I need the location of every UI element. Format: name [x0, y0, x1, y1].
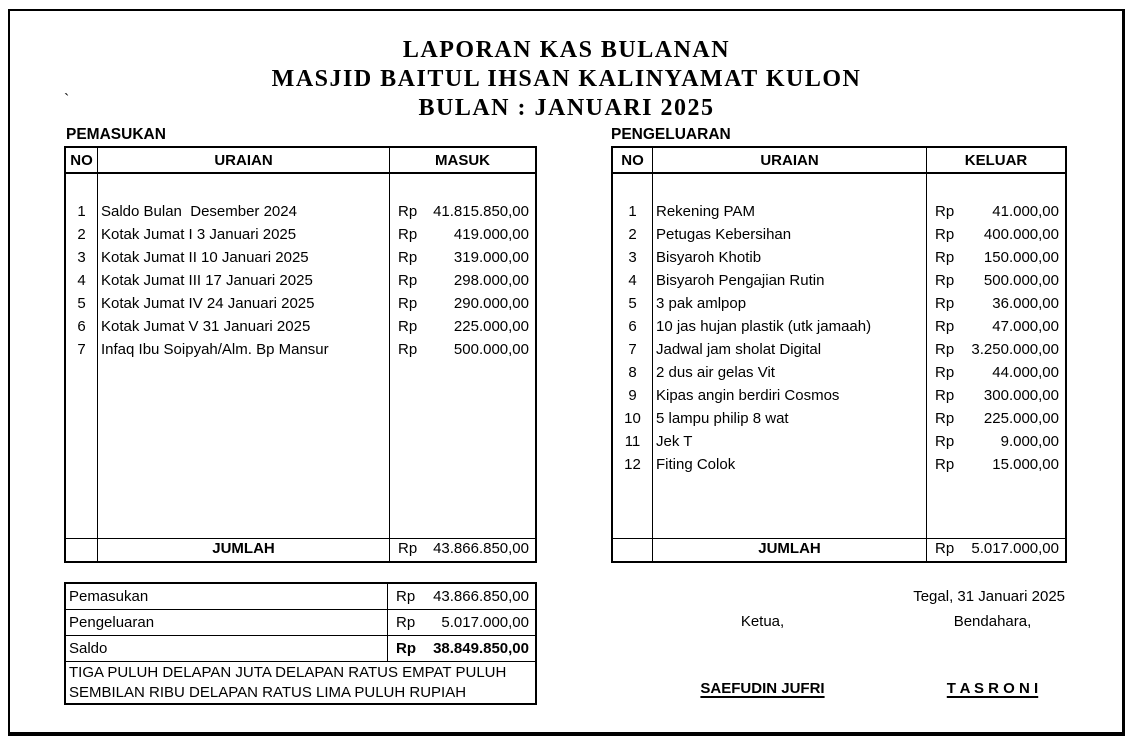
currency-label: Rp: [935, 249, 955, 266]
expense-row-desc: Jek T: [656, 433, 693, 450]
currency-label: Rp: [398, 272, 418, 289]
expense-row-amount: [927, 246, 1065, 269]
amount-value: 300.000,00: [983, 387, 1059, 404]
expense-row-no: 3: [628, 249, 637, 266]
amount-value: 38.849.850,00: [433, 640, 529, 657]
expense-row-no: 9: [628, 387, 637, 404]
income-row-amount: [390, 338, 535, 361]
income-row-amount: [390, 246, 535, 269]
income-row-desc: Infaq Ibu Soipyah/Alm. Bp Mansur: [101, 341, 329, 358]
income-table-header: [66, 148, 535, 174]
amount-value: 400.000,00: [983, 226, 1059, 243]
amount-value: 150.000,00: [983, 249, 1059, 266]
income-row-no: 1: [77, 203, 86, 220]
currency-label: Rp: [398, 226, 418, 243]
income-no-column: [66, 174, 98, 538]
currency-label: Rp: [935, 433, 955, 450]
amount-value: 225.000,00: [983, 410, 1059, 427]
expense-row-amount: [927, 223, 1065, 246]
expense-total-label: JUMLAH: [653, 539, 927, 561]
amount-value: 15.000,00: [992, 456, 1059, 473]
expense-row-amount: [927, 338, 1065, 361]
currency-label: Rp: [398, 249, 418, 266]
expense-row-amount: [927, 361, 1065, 384]
currency-label: Rp: [935, 295, 955, 312]
expense-row-no: 12: [624, 456, 641, 473]
expense-total-row: [613, 539, 1065, 561]
expense-row-desc: Petugas Kebersihan: [656, 226, 792, 243]
income-row-no: 2: [77, 226, 86, 243]
expense-total-amount: [927, 539, 1065, 561]
income-amount-column: [390, 174, 535, 538]
amount-value: 43.866.850,00: [433, 588, 529, 605]
currency-label: Rp: [935, 540, 955, 557]
currency-label: Rp: [935, 203, 955, 220]
summary-amount: [388, 584, 535, 609]
signature-place-date: Tegal, 31 Januari 2025: [913, 588, 1065, 605]
summary-row-pemasukan: [66, 584, 535, 610]
expense-row-desc: Fiting Colok: [656, 456, 736, 473]
income-table-body: [66, 174, 535, 539]
signature-role-ketua: Ketua,: [740, 613, 785, 630]
expense-row-no: 6: [628, 318, 637, 335]
expense-table-body: [613, 174, 1065, 539]
expense-no-column: [613, 174, 653, 538]
expense-header-uraian: URAIAN: [653, 148, 927, 172]
income-row-desc: Kotak Jumat V 31 Januari 2025: [101, 318, 311, 335]
income-row-no: 3: [77, 249, 86, 266]
currency-label: Rp: [398, 540, 418, 557]
expense-row-amount: [927, 292, 1065, 315]
currency-label: Rp: [396, 588, 416, 605]
expense-header-no: NO: [613, 148, 653, 172]
income-row-desc: Kotak Jumat IV 24 Januari 2025: [101, 295, 315, 312]
amount-in-words: [66, 662, 535, 703]
expense-header-keluar: KELUAR: [964, 151, 1028, 169]
signature-role-bendahara: Bendahara,: [953, 613, 1032, 630]
amount-value: 419.000,00: [453, 226, 529, 243]
expense-amount-column: [927, 174, 1065, 538]
expense-row-no: 10: [624, 410, 641, 427]
expense-row-no: 5: [628, 295, 637, 312]
signature-name-ketua: SAEFUDIN JUFRI: [700, 680, 825, 697]
summary-amount: [388, 610, 535, 635]
income-row-amount: [390, 223, 535, 246]
expense-row-amount: [927, 384, 1065, 407]
expense-row-desc: 5 lampu philip 8 wat: [656, 410, 789, 427]
expense-row-desc: 10 jas hujan plastik (utk jamaah): [656, 318, 872, 335]
amount-value: 225.000,00: [453, 318, 529, 335]
expense-row-no: 7: [628, 341, 637, 358]
income-row-desc: Kotak Jumat III 17 Januari 2025: [101, 272, 313, 289]
amount-value: 500.000,00: [983, 272, 1059, 289]
currency-label: Rp: [935, 387, 955, 404]
amount-value: 5.017.000,00: [971, 540, 1059, 557]
currency-label: Rp: [396, 640, 416, 657]
expense-row-desc: 3 pak amlpop: [656, 295, 747, 312]
income-row-amount: [390, 315, 535, 338]
expense-row-no: 8: [628, 364, 637, 381]
income-header-uraian: URAIAN: [98, 148, 390, 172]
expense-row-amount: [927, 453, 1065, 476]
expense-row-desc: Bisyaroh Khotib: [656, 249, 762, 266]
income-row-desc: Kotak Jumat II 10 Januari 2025: [101, 249, 309, 266]
summary-row-saldo: [66, 636, 535, 662]
income-row-amount: [390, 200, 535, 223]
amount-in-words-line1: TIGA PULUH DELAPAN JUTA DELAPAN RATUS EMPAT PULUH: [69, 664, 507, 681]
income-table: [64, 146, 537, 563]
amount-value: 500.000,00: [453, 341, 529, 358]
currency-label: Rp: [398, 295, 418, 312]
currency-label: Rp: [935, 318, 955, 335]
expense-row-no: 11: [624, 433, 641, 450]
currency-label: Rp: [396, 614, 416, 631]
amount-value: 9.000,00: [1000, 433, 1059, 450]
currency-label: Rp: [935, 272, 955, 289]
amount-value: 41.000,00: [992, 203, 1059, 220]
summary-label: Saldo: [66, 636, 388, 661]
currency-label: Rp: [935, 410, 955, 427]
currency-label: Rp: [398, 203, 418, 220]
expense-uraian-column: [653, 174, 927, 538]
summary-label: Pengeluaran: [66, 610, 388, 635]
income-row-no: 5: [77, 295, 86, 312]
currency-label: Rp: [935, 226, 955, 243]
report-title-line3: BULAN : JANUARI 2025: [418, 95, 715, 121]
amount-value: 5.017.000,00: [441, 614, 529, 631]
report-title: [0, 36, 1133, 123]
expense-row-desc: Jadwal jam sholat Digital: [656, 341, 822, 358]
currency-label: Rp: [398, 341, 418, 358]
amount-value: 36.000,00: [992, 295, 1059, 312]
income-row-desc: Saldo Bulan Desember 2024: [101, 203, 297, 220]
income-row-no: 7: [77, 341, 86, 358]
summary-label: Pemasukan: [66, 584, 388, 609]
income-header-no: NO: [66, 148, 98, 172]
income-uraian-column: [98, 174, 390, 538]
expense-row-amount: [927, 430, 1065, 453]
income-row-desc: Kotak Jumat I 3 Januari 2025: [101, 226, 297, 243]
income-total-label: JUMLAH: [98, 539, 390, 561]
currency-label: Rp: [935, 456, 955, 473]
expense-row-desc: 2 dus air gelas Vit: [656, 364, 775, 381]
report-title-line1: LAPORAN KAS BULANAN: [402, 37, 731, 63]
income-total-no-cell: [66, 539, 98, 561]
amount-value: 44.000,00: [992, 364, 1059, 381]
income-total-row: [66, 539, 535, 561]
amount-value: 290.000,00: [453, 295, 529, 312]
expense-row-no: 2: [628, 226, 637, 243]
amount-value: 41.815.850,00: [433, 203, 529, 220]
income-row-no: 6: [77, 318, 86, 335]
expense-row-no: 1: [628, 203, 637, 220]
income-row-amount: [390, 269, 535, 292]
currency-label: Rp: [935, 364, 955, 381]
expense-row-desc: Kipas angin berdiri Cosmos: [656, 387, 840, 404]
amount-in-words-line2: SEMBILAN RIBU DELAPAN RATUS LIMA PULUH RUPIAH: [69, 684, 467, 701]
expense-table-header: [613, 148, 1065, 174]
summary-amount: [388, 636, 535, 661]
amount-value: 319.000,00: [453, 249, 529, 266]
summary-row-pengeluaran: [66, 610, 535, 636]
expense-row-desc: Rekening PAM: [656, 203, 755, 220]
amount-value: 298.000,00: [453, 272, 529, 289]
income-row-amount: [390, 292, 535, 315]
expense-row-desc: Bisyaroh Pengajian Rutin: [656, 272, 825, 289]
income-section-label: PEMASUKAN: [66, 126, 166, 143]
income-header-masuk: MASUK: [435, 151, 490, 169]
expense-section-label: PENGELUARAN: [611, 126, 731, 143]
expense-row-amount: [927, 200, 1065, 223]
currency-label: Rp: [935, 341, 955, 358]
expense-table: [611, 146, 1067, 563]
summary-table: [64, 582, 537, 705]
expense-row-amount: [927, 269, 1065, 292]
expense-row-amount: [927, 315, 1065, 338]
expense-row-amount: [927, 407, 1065, 430]
amount-value: 43.866.850,00: [433, 540, 529, 557]
expense-row-no: 4: [628, 272, 637, 289]
report-title-line2: MASJID BAITUL IHSAN KALINYAMAT KULON: [271, 66, 862, 92]
signature-name-bendahara: T A S R O N I: [946, 680, 1039, 697]
amount-value: 47.000,00: [992, 318, 1059, 335]
expense-total-no-cell: [613, 539, 653, 561]
income-total-amount: [390, 539, 535, 561]
stray-backtick-mark: `: [64, 92, 70, 109]
currency-label: Rp: [398, 318, 418, 335]
income-row-no: 4: [77, 272, 86, 289]
amount-value: 3.250.000,00: [971, 341, 1059, 358]
